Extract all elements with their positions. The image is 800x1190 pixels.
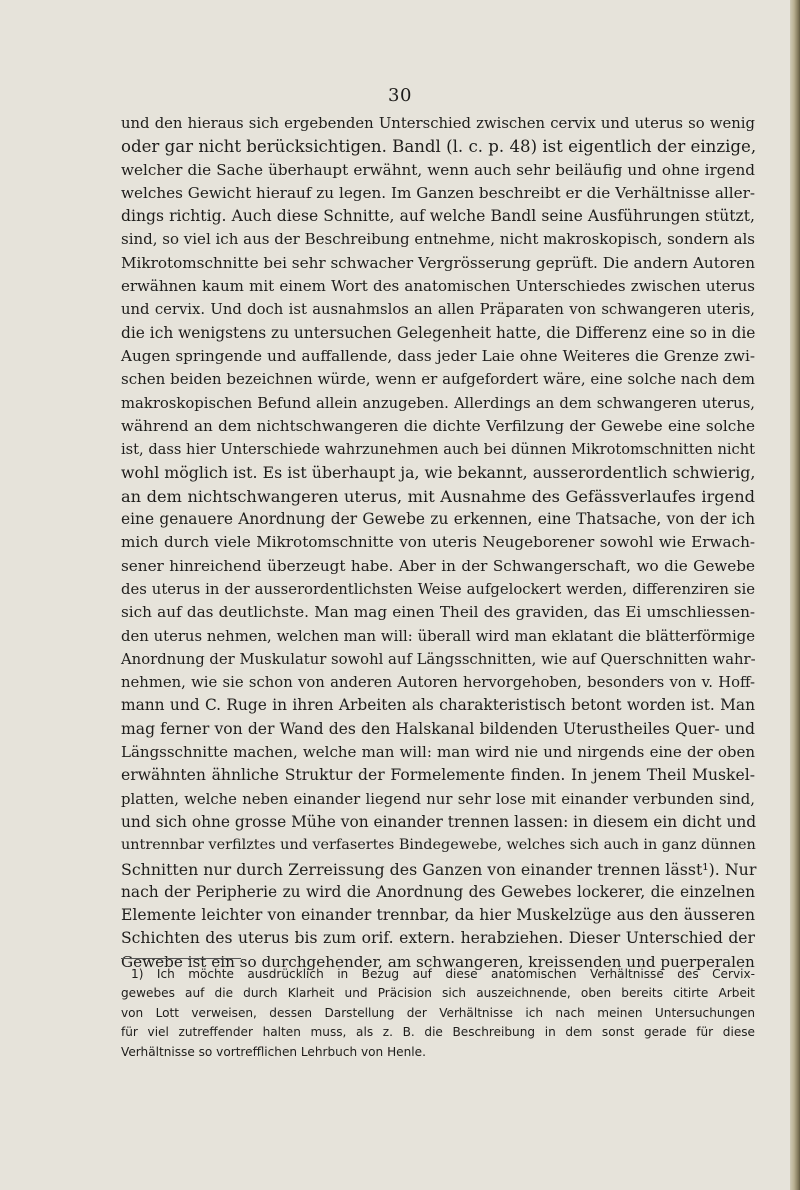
text-line: mag ferner von der Wand des den Halskanal bildenden Uterustheiles Quer- und <box>121 719 755 738</box>
text-line: und cervix. Und doch ist ausnahmslos an allen Präparaten von schwangeren uteris, <box>121 301 755 319</box>
footnote-divider <box>121 958 241 959</box>
text-line: nehmen, wie sie schon von anderen Autoren hervorgehoben, besonders von v. Hoff- <box>121 674 755 692</box>
text-line: wohl möglich ist. Es ist überhaupt ja, wie bekannt, ausserordentlich schwierig, <box>121 463 756 483</box>
text-line: oder gar nicht berücksichtigen. Bandl (l. c. p. 48) ist eigentlich der einzige, <box>121 137 757 157</box>
text-line: erwähnten ähnliche Struktur der Formelemente finden. In jenem Theil Muskel- <box>121 766 755 785</box>
text-line: schen beiden bezeichnen würde, wenn er aufgefordert wäre, eine solche nach dem <box>121 370 755 389</box>
text-line: sich auf das deutlichste. Man mag einen Theil des graviden, das Ei umschliessen- <box>121 603 755 622</box>
text-line: dings richtig. Auch diese Schnitte, auf welche Bandl seine Ausführungen stützt, <box>121 207 755 226</box>
text-line: Schichten des uterus bis zum orif. extern. herabziehen. Dieser Unterschied der <box>121 929 755 948</box>
text-line: des uterus in der ausserordentlichsten Weise aufgelockert werden, differenziren sie <box>121 580 755 598</box>
page-number: 30 <box>388 85 412 106</box>
footnote-line: für viel zutreffender halten muss, als z. B. die Beschreibung in dem sonst gerade für diese <box>121 1025 755 1040</box>
footnote-line: gewebes auf die durch Klarheit und Präcision sich auszeichnende, oben bereits citirte Arbeit <box>121 986 755 1001</box>
footnote-line: von Lott verweisen, dessen Darstellung der Verhältnisse ich nach meinen Untersuchungen <box>121 1005 755 1020</box>
text-line: Augen springende und auffallende, dass jeder Laie ohne Weiteres die Grenze zwi- <box>121 346 755 365</box>
text-line: welches Gewicht hierauf zu legen. Im Ganzen beschreibt er die Verhältnisse aller- <box>121 183 755 202</box>
text-line: Anordnung der Muskulatur sowohl auf Längsschnitten, wie auf Querschnitten wahr- <box>121 650 756 668</box>
text-line: mich durch viele Mikrotomschnitte von uteris Neugeborener sowohl wie Erwach- <box>121 533 755 552</box>
text-line: erwähnen kaum mit einem Wort des anatomischen Unterschiedes zwischen uterus <box>121 277 755 296</box>
text-line: Längsschnitte machen, welche man will: man wird nie und nirgends eine der oben <box>121 743 755 762</box>
text-line: platten, welche neben einander liegend nur sehr lose mit einander verbunden sind, <box>121 790 755 808</box>
text-line: sener hinreichend überzeugt habe. Aber in der Schwangerschaft, wo die Gewebe <box>121 556 755 575</box>
text-line: Schnitten nur durch Zerreissung des Ganzen von einander trennen lässt¹). Nur <box>121 859 757 879</box>
text-line: eine genauere Anordnung der Gewebe zu erkennen, eine Thatsache, von der ich <box>121 510 755 529</box>
text-line: Elemente leichter von einander trennbar, da hier Muskelzüge aus den äusseren <box>121 906 755 925</box>
text-line: Gewebe ist ein so durchgehender, am schwangeren, kreissenden und puerperalen <box>121 952 755 971</box>
text-line: welcher die Sache überhaupt erwähnt, wenn auch sehr beiläufig und ohne irgend <box>121 160 755 179</box>
text-line: untrennbar verfilztes und verfasertes Bindegewebe, welches sich auch in ganz dünnen <box>121 837 756 854</box>
text-line: nach der Peripherie zu wird die Anordnung des Gewebes lockerer, die einzelnen <box>121 882 755 901</box>
text-line: an dem nichtschwangeren uterus, mit Ausnahme des Gefässverlaufes irgend <box>121 486 755 506</box>
footnote-line: Verhältnisse so vortrefflichen Lehrbuch von Henle. <box>121 1044 426 1059</box>
text-line: ist, dass hier Unterschiede wahrzunehmen auch bei dünnen Mikrotomschnitten nicht <box>121 441 755 459</box>
text-line: den uterus nehmen, welchen man will: überall wird man eklatant die blätterförmige <box>121 627 755 645</box>
text-line: makroskopischen Befund allein anzugeben. Allerdings an dem schwangeren uterus, <box>121 394 755 412</box>
footnote-line: 1) Ich möchte ausdrücklich in Bezug auf diese anatomischen Verhältnisse des Cervix- <box>131 967 755 981</box>
text-line: und sich ohne grosse Mühe von einander trennen lassen: in diesem ein dicht und <box>121 812 757 831</box>
text-line: während an dem nichtschwangeren die dichte Verfilzung der Gewebe eine solche <box>121 416 755 435</box>
text-line: und den hieraus sich ergebenden Unterschied zwischen cervix und uterus so wenig <box>121 115 755 132</box>
page-edge <box>790 0 800 1190</box>
body-text <box>121 112 755 974</box>
text-line: mann und C. Ruge in ihren Arbeiten als charakteristisch betont worden ist. Man <box>121 696 755 715</box>
text-line: sind, so viel ich aus der Beschreibung entnehme, nicht makroskopisch, sondern als <box>121 230 756 249</box>
footnote <box>121 965 755 1062</box>
text-line: Mikrotomschnitte bei sehr schwacher Vergrösserung geprüft. Die andern Autoren <box>121 253 755 272</box>
text-line: die ich wenigstens zu untersuchen Gelegenheit hatte, die Differenz eine so in die <box>121 323 756 342</box>
